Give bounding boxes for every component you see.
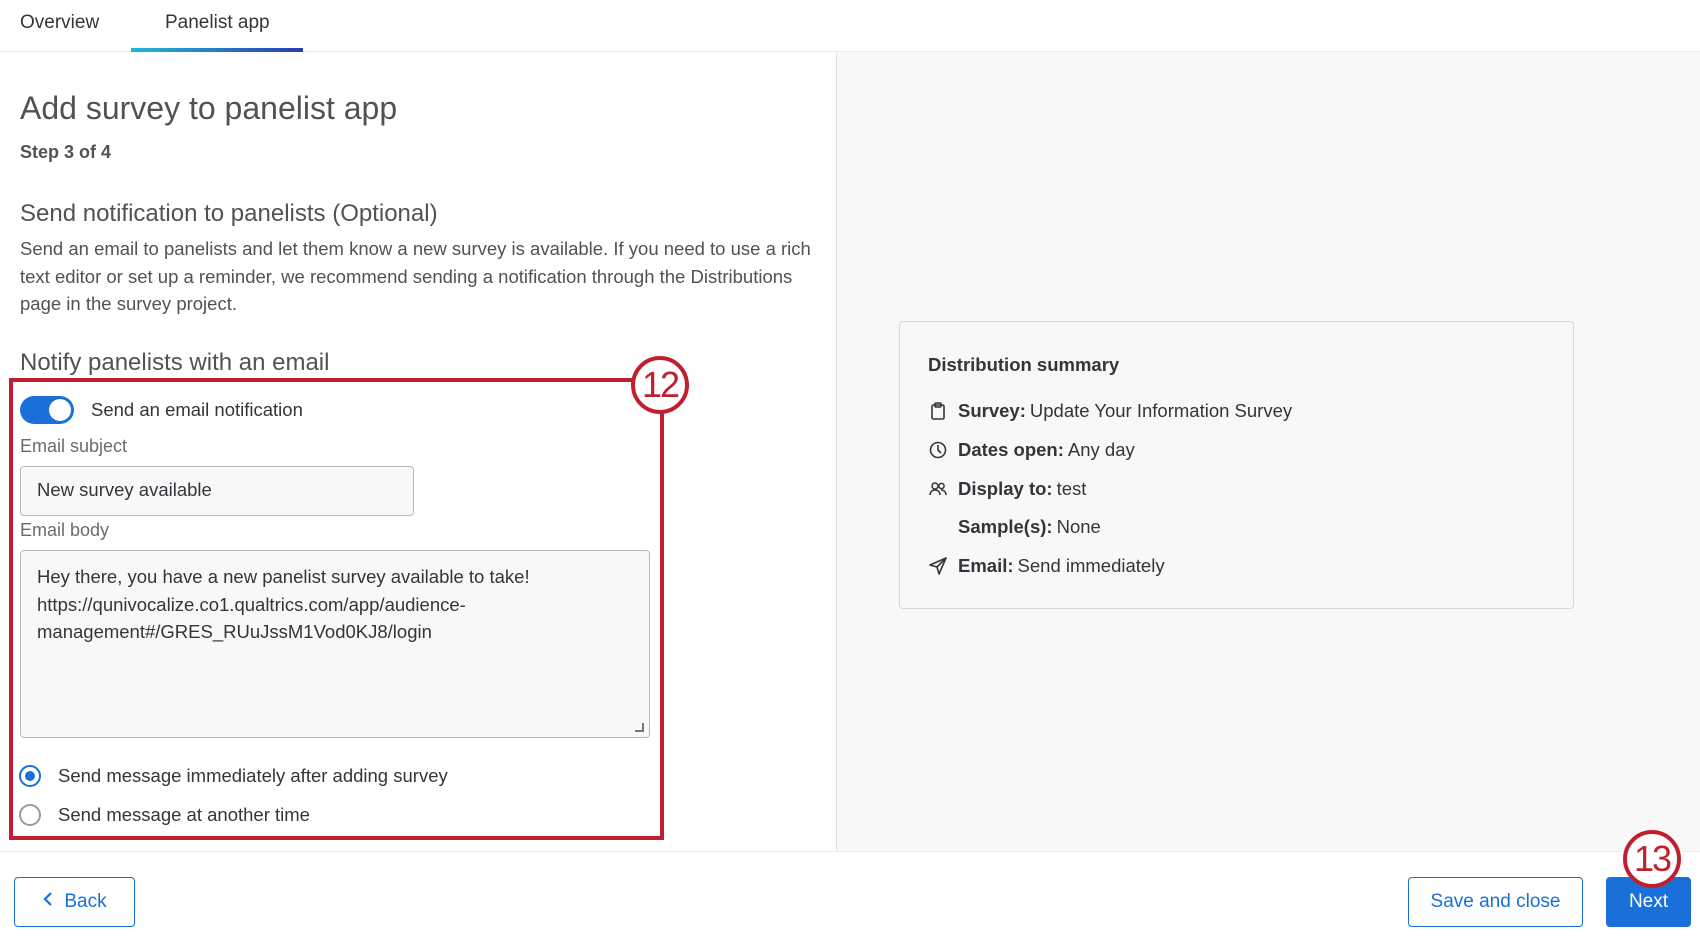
summary-row-email — [928, 555, 1165, 577]
email-body-line: https://qunivocalize.co1.qualtrics.com/app/audience- — [37, 593, 466, 615]
annotation-highlight-box — [9, 378, 664, 840]
section-heading: Send notification to panelists (Optional) — [20, 200, 438, 227]
summary-key: Survey: — [958, 400, 1026, 421]
email-body-line: management#/GRES_RUuJssM1Vod0KJ8/login — [37, 621, 432, 642]
step-indicator: Step 3 of 4 — [20, 142, 112, 162]
summary-row-samples — [958, 516, 1101, 538]
section-description: Send an email to panelists and let them know a new survey is available. If you need to use a rich text editor or set up a reminder, we recommend sending a notification through the Distributions page in the survey project. — [20, 238, 811, 314]
summary-title: Distribution summary — [928, 354, 1120, 375]
clock-icon — [928, 440, 948, 460]
back-label: Back — [64, 891, 107, 912]
tab-bar — [0, 0, 1700, 52]
summary-row-survey — [928, 400, 1292, 422]
radio-label: Send message at another time — [58, 804, 310, 825]
active-tab-indicator — [131, 48, 303, 52]
users-icon — [928, 479, 948, 499]
summary-value: Send immediately — [1017, 555, 1165, 576]
clipboard-icon — [928, 401, 948, 421]
next-button[interactable]: Next — [1606, 877, 1691, 927]
save-and-close-button[interactable]: Save and close — [1408, 877, 1583, 927]
tab-overview[interactable]: Overview — [20, 12, 100, 33]
annotation-badge-13: 13 — [1623, 830, 1681, 888]
annotation-badge-12: 12 — [631, 356, 689, 414]
page-title: Add survey to panelist app — [20, 90, 398, 126]
tab-panelist-app[interactable]: Panelist app — [165, 12, 270, 33]
summary-key: Email: — [958, 555, 1014, 576]
summary-value: None — [1056, 516, 1101, 537]
summary-value: test — [1056, 478, 1087, 499]
summary-key: Sample(s): — [958, 516, 1053, 537]
toggle-label: Send an email notification — [91, 399, 303, 420]
notify-heading: Notify panelists with an email — [20, 349, 330, 376]
distribution-summary-card — [899, 321, 1574, 609]
summary-row-dates — [928, 439, 1135, 461]
summary-row-display — [928, 478, 1086, 500]
email-body-label: Email body — [20, 520, 110, 540]
summary-value: Update Your Information Survey — [1029, 400, 1293, 421]
chevron-left-icon — [42, 891, 54, 913]
email-subject-input[interactable]: New survey available — [20, 466, 414, 516]
back-button[interactable] — [14, 877, 135, 927]
email-subject-label: Email subject — [20, 436, 128, 456]
send-icon — [928, 556, 948, 576]
radio-label: Send message immediately after adding survey — [58, 765, 448, 786]
summary-value: Any day — [1067, 439, 1135, 460]
email-body-line: Hey there, you have a new panelist survey available to take! — [37, 566, 530, 587]
summary-key: Dates open: — [958, 439, 1064, 460]
summary-key: Display to: — [958, 478, 1053, 499]
